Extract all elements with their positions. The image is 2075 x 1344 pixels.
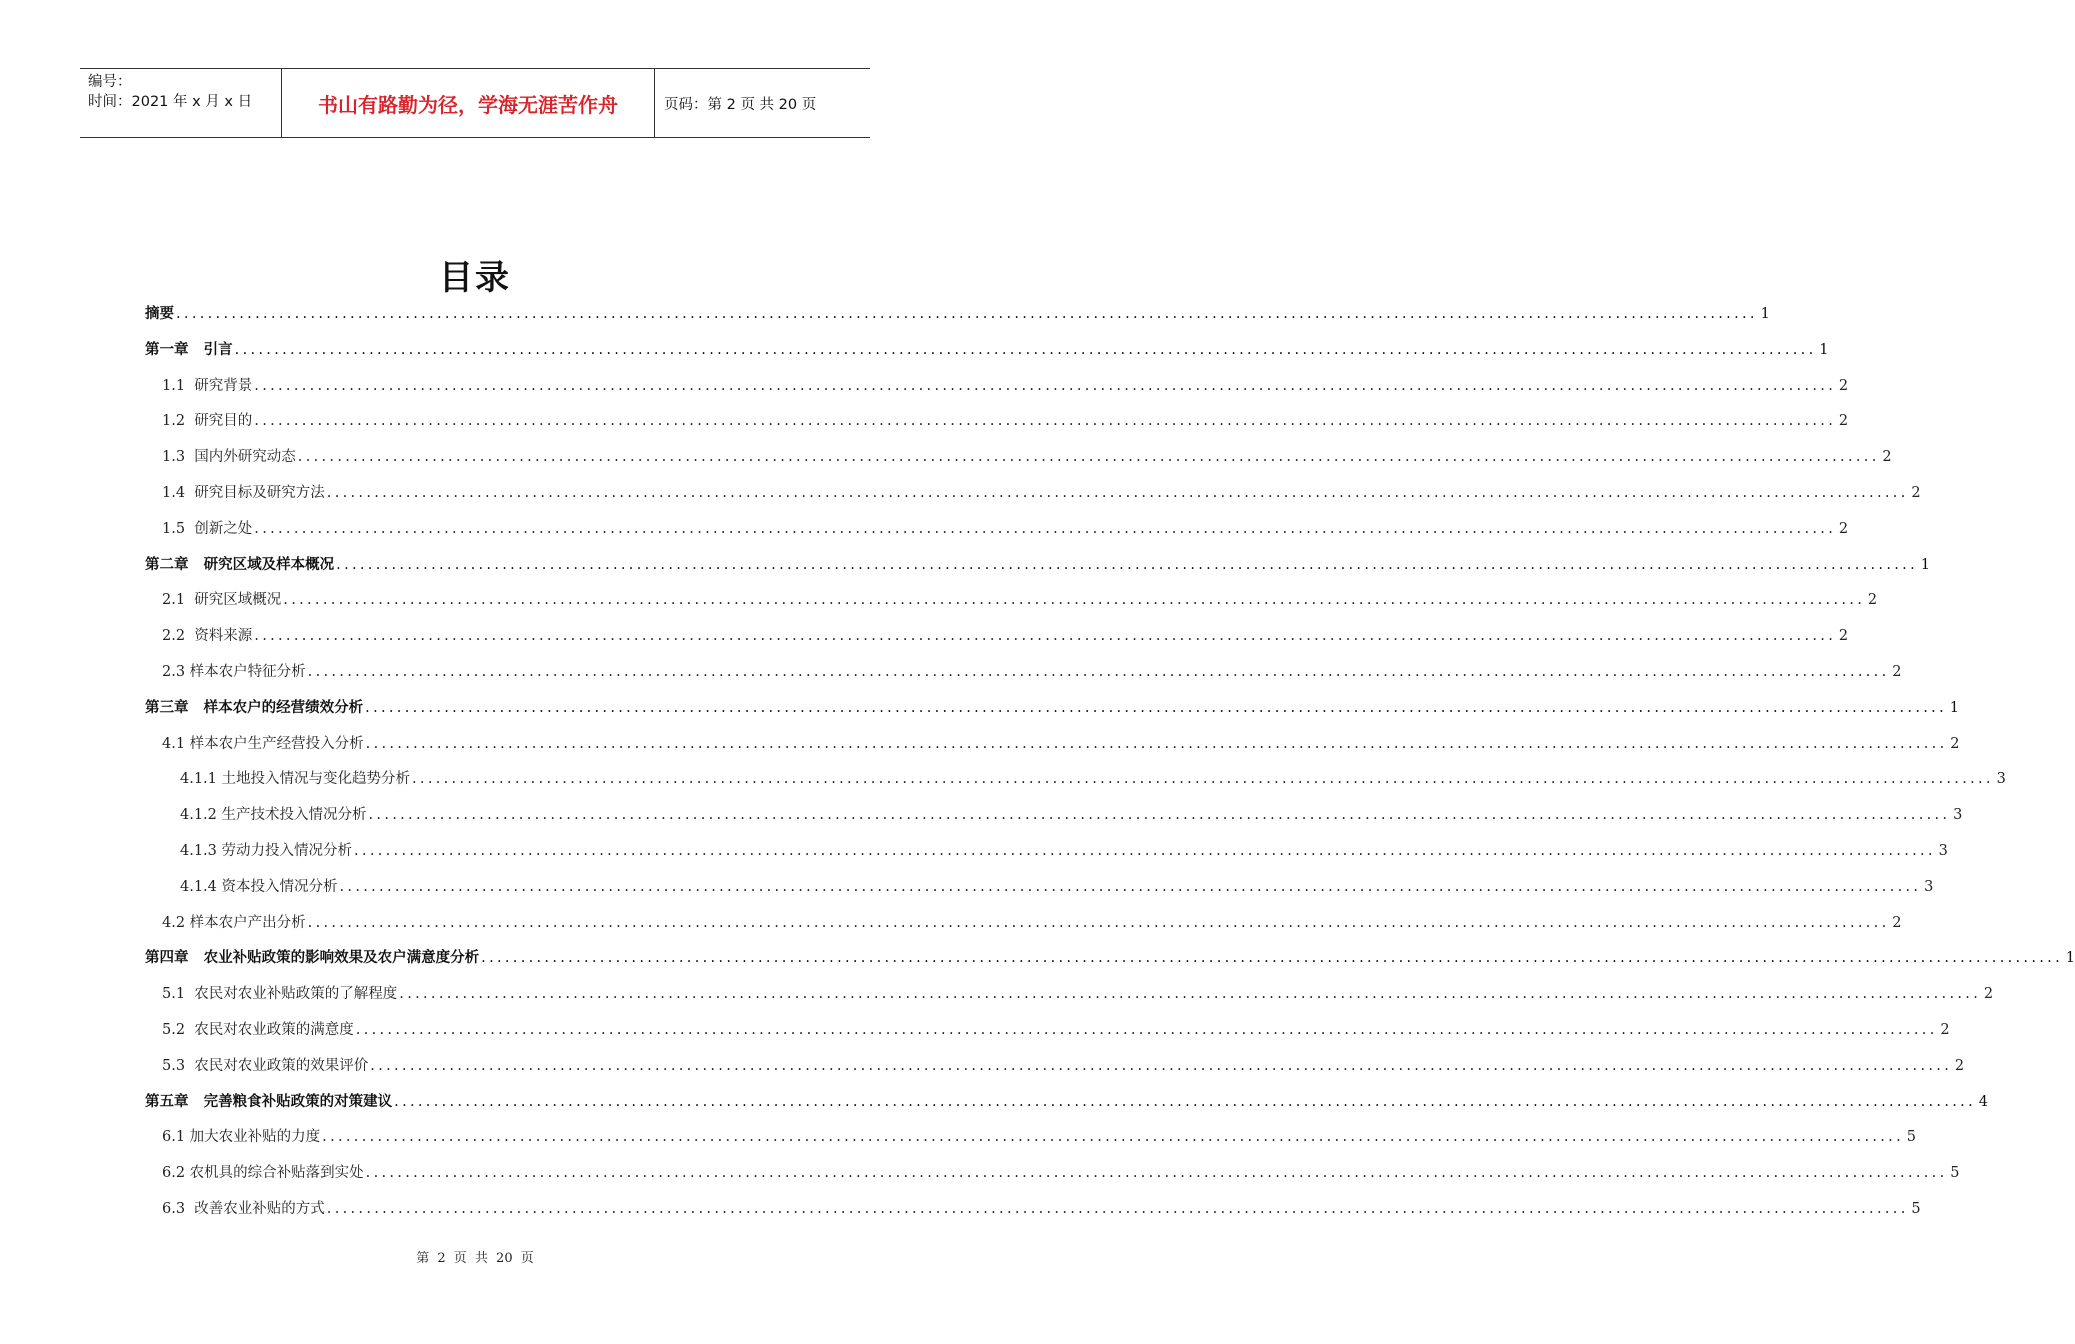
toc-dot-leader: ........................................................................................................................................................................................................ [283, 592, 1866, 609]
toc-entry-page-number: 2 [1867, 592, 1878, 609]
toc-section-entry[interactable] [162, 1161, 1960, 1185]
toc-section-entry[interactable] [162, 732, 1960, 756]
toc-section-entry[interactable] [180, 803, 1963, 827]
toc-section-entry[interactable] [162, 1197, 1921, 1221]
toc-dot-leader: ........................................................................................................................................................................................................ [254, 628, 1837, 645]
toc-entry-label: 4.1.4 资本投入情况分析 [180, 878, 338, 895]
toc-entry-label: 第二章 研究区域及样本概况 [145, 556, 335, 573]
toc-section-entry[interactable] [162, 374, 1849, 398]
toc-section-entry[interactable] [180, 839, 1948, 863]
header-motto: 书山有路勤为径，学海无涯苦作舟 [282, 69, 655, 137]
toc-dot-leader: ........................................................................................................................................................................................................ [326, 1201, 1909, 1217]
toc-dot-leader: ........................................................................................................................................................................................................ [365, 699, 1947, 716]
toc-section-entry[interactable] [162, 1018, 1950, 1042]
header-meta [80, 69, 282, 137]
toc-section-entry[interactable] [180, 767, 2006, 791]
document-number-label: 编号： [88, 74, 132, 90]
toc-entry-label: 摘要 [145, 306, 174, 322]
toc-entry-label: 第一章 引言 [145, 341, 233, 358]
toc-entry-label: 4.1.1 土地投入情况与变化趋势分析 [180, 771, 411, 788]
toc-dot-leader: ........................................................................................................................................................................................................ [339, 878, 1922, 895]
toc-dot-leader: ........................................................................................................................................................................................................ [368, 807, 1951, 824]
toc-entry-label: 2.3 样本农户特征分析 [162, 664, 306, 680]
toc-entry-page-number: 3 [1953, 807, 1963, 824]
toc-entry-page-number: 2 [1950, 735, 1960, 752]
toc-section-entry[interactable] [162, 911, 1902, 935]
toc-entry-page-number: 2 [1954, 1057, 1965, 1074]
toc-chapter-entry[interactable] [145, 338, 1829, 362]
toc-entry-page-number: 2 [1940, 1022, 1950, 1038]
toc-section-entry[interactable] [162, 481, 1921, 505]
page-footer: 第 2 页 共 20 页 [416, 1251, 534, 1266]
toc-chapter-entry[interactable] [145, 696, 1959, 720]
toc-entry-label: 6.3 改善农业补贴的方式 [162, 1201, 325, 1217]
toc-dot-leader: ........................................................................................................................................................................................................ [254, 520, 1837, 537]
toc-entry-label: 1.3 国内外研究动态 [162, 449, 296, 466]
toc-entry-page-number: 2 [1838, 628, 1849, 645]
toc-entry-label: 1.1 研究背景 [162, 377, 253, 394]
toc-entry-page-number: 5 [1911, 1201, 1921, 1217]
toc-entry-page-number: 5 [1906, 1129, 1916, 1146]
toc-entry-page-number: 2 [1892, 664, 1902, 680]
toc-entry-page-number: 2 [1838, 413, 1849, 430]
toc-entry-page-number: 3 [1938, 843, 1948, 859]
toc-entry-page-number: 1 [1920, 556, 1930, 573]
toc-dot-leader: ........................................................................................................................................................................................................ [394, 1093, 1976, 1110]
toc-dot-leader: ........................................................................................................................................................................................................ [254, 377, 1837, 394]
toc-section-entry[interactable] [162, 624, 1849, 648]
toc-section-entry[interactable] [162, 409, 1849, 433]
toc-entry-page-number: 3 [1924, 878, 1934, 895]
toc-section-entry[interactable] [162, 982, 1994, 1006]
toc-dot-leader: ........................................................................................................................................................................................................ [234, 341, 1817, 358]
toc-dot-leader: ........................................................................................................................................................................................................ [326, 485, 1909, 501]
toc-entry-label: 第四章 农业补贴政策的影响效果及农户满意度分析 [145, 950, 480, 967]
toc-dot-leader: ........................................................................................................................................................................................................ [370, 1057, 1953, 1074]
toc-dot-leader: ........................................................................................................................................................................................................ [365, 1165, 1948, 1182]
toc-section-entry[interactable] [162, 588, 1878, 612]
toc-dot-leader: ........................................................................................................................................................................................................ [176, 306, 1758, 322]
toc-entry-label: 2.1 研究区域概况 [162, 592, 282, 609]
toc-section-entry[interactable] [162, 1054, 1965, 1078]
toc-entry-page-number: 2 [1838, 377, 1849, 394]
toc-dot-leader: ........................................................................................................................................................................................................ [355, 1022, 1938, 1038]
toc-entry-page-number: 5 [1950, 1165, 1960, 1182]
toc-entry-label: 5.3 农民对农业政策的效果评价 [162, 1057, 369, 1074]
toc-chapter-entry[interactable] [145, 302, 1770, 326]
toc-entry-label: 6.2 农机具的综合补贴落到实处 [162, 1165, 364, 1182]
toc-dot-leader: ........................................................................................................................................................................................................ [307, 914, 1890, 931]
page-header [80, 68, 870, 138]
toc-entry-label: 4.2 样本农户产出分析 [162, 914, 306, 931]
toc-dot-leader: ........................................................................................................................................................................................................ [412, 771, 1994, 788]
toc-entry-page-number: 2 [1892, 914, 1902, 931]
toc-entry-label: 4.1.3 劳动力投入情况分析 [180, 843, 353, 859]
toc-entry-label: 2.2 资料来源 [162, 628, 253, 645]
toc-chapter-entry[interactable] [145, 946, 2075, 970]
toc-entry-page-number: 1 [1949, 699, 1959, 716]
toc-section-entry[interactable] [162, 445, 1892, 469]
toc-entry-label: 6.1 加大农业补贴的力度 [162, 1129, 321, 1146]
toc-entry-label: 4.1 样本农户生产经营投入分析 [162, 735, 364, 752]
toc-section-entry[interactable] [162, 517, 1849, 541]
toc-entry-page-number: 3 [1996, 771, 2006, 788]
toc-entry-page-number: 1 [1760, 306, 1770, 322]
page-title: 目录 [439, 258, 511, 298]
toc-dot-leader: ........................................................................................................................................................................................................ [322, 1129, 1904, 1146]
toc-entry-page-number: 1 [1819, 341, 1829, 358]
toc-chapter-entry[interactable] [145, 1090, 1988, 1114]
document-date: 时间：2021 年 x 月 x 日 [88, 94, 253, 110]
toc-dot-leader: ........................................................................................................................................................................................................ [481, 950, 2063, 967]
toc-entry-label: 5.2 农民对农业政策的满意度 [162, 1022, 354, 1038]
toc-dot-leader: ........................................................................................................................................................................................................ [399, 986, 1982, 1003]
header-page-info: 页码：第 2 页 共 20 页 [664, 96, 817, 113]
toc-entry-page-number: 1 [2065, 950, 2075, 967]
toc-entry-page-number: 2 [1882, 449, 1892, 466]
toc-entry-page-number: 2 [1838, 520, 1849, 537]
toc-dot-leader: ........................................................................................................................................................................................................ [297, 449, 1880, 466]
toc-entry-label: 第五章 完善粮食补贴政策的对策建议 [145, 1093, 393, 1110]
toc-section-entry[interactable] [180, 875, 1934, 899]
toc-section-entry[interactable] [162, 1125, 1916, 1149]
toc-dot-leader: ........................................................................................................................................................................................................ [254, 413, 1837, 430]
toc-entry-label: 4.1.2 生产技术投入情况分析 [180, 807, 367, 824]
toc-dot-leader: ........................................................................................................................................................................................................ [365, 735, 1948, 752]
toc-entry-label: 第三章 样本农户的经营绩效分析 [145, 699, 364, 716]
toc-entry-label: 1.4 研究目标及研究方法 [162, 485, 325, 501]
toc-dot-leader: ........................................................................................................................................................................................................ [307, 664, 1890, 680]
toc-chapter-entry[interactable] [145, 553, 1930, 577]
toc-entry-label: 5.1 农民对农业补贴政策的了解程度 [162, 986, 398, 1003]
toc-dot-leader: ........................................................................................................................................................................................................ [336, 556, 1918, 573]
toc-entry-page-number: 2 [1911, 485, 1921, 501]
toc-entry-page-number: 2 [1983, 986, 1994, 1003]
toc-dot-leader: ........................................................................................................................................................................................................ [354, 843, 1936, 859]
toc-entry-page-number: 4 [1978, 1093, 1988, 1110]
toc-section-entry[interactable] [162, 660, 1902, 684]
toc-entry-label: 1.2 研究目的 [162, 413, 253, 430]
toc-entry-label: 1.5 创新之处 [162, 520, 253, 537]
